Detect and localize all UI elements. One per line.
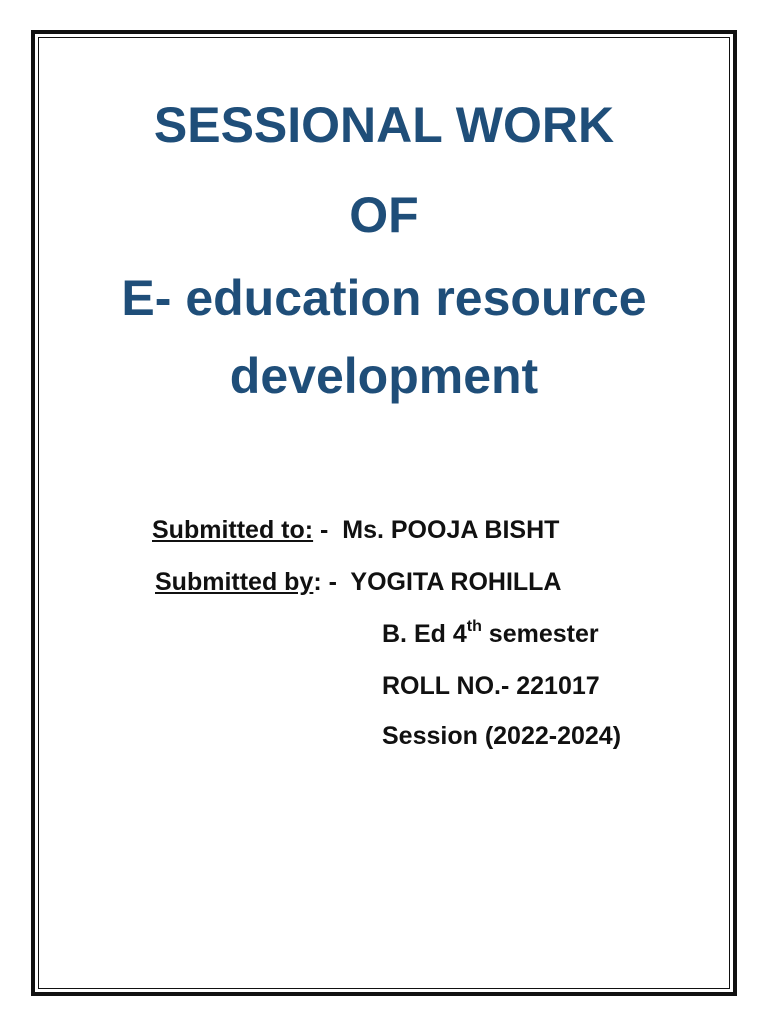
submitted-by-value: YOGITA ROHILLA [350,568,562,596]
submitted-to-separator: - [313,516,343,544]
page-border-inner [38,37,730,989]
submitted-to-row [152,518,559,543]
title-line-4: development [229,348,539,404]
title-line-2: OF [349,187,419,243]
title-line-1: SESSIONAL WORK [153,97,615,153]
course-line [382,617,599,648]
submitted-by-separator: : - [313,568,351,596]
submitted-by-label: Submitted by [155,568,314,596]
course-superscript: th [466,617,482,635]
submitted-to-label: Submitted to: [152,516,314,544]
course-suffix: semester [481,620,599,648]
session-line: Session (2022-2024) [382,722,622,750]
submitted-by-row [155,570,562,595]
course-prefix: B. Ed 4 [382,620,467,648]
title-line-3: E- education resource [121,270,647,326]
submitted-to-value: Ms. POOJA BISHT [342,516,560,544]
roll-number: ROLL NO.- 221017 [382,672,600,700]
